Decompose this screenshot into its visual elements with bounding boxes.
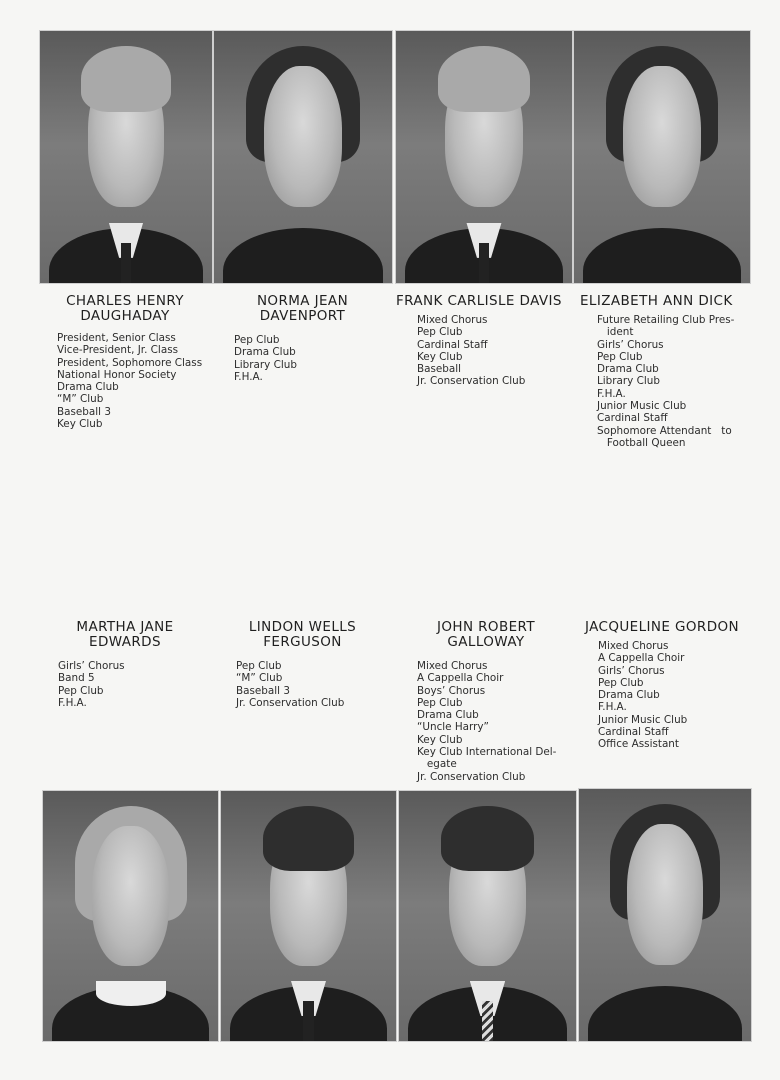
activity: “Uncle Harry” (417, 721, 489, 734)
activity: Mixed Chorus (417, 660, 488, 672)
student-bio-8 (580, 620, 752, 751)
activity: Junior Music Club (598, 713, 688, 726)
activity: Baseball 3 (57, 405, 111, 418)
activity: Girls’ Chorus (597, 338, 664, 351)
activities-list (57, 332, 210, 430)
portrait-lindon-wells-ferguson (220, 790, 397, 1042)
student-bio-4 (580, 294, 752, 449)
activities-list (597, 314, 752, 449)
activity: Key Club (417, 733, 463, 746)
hair (263, 806, 354, 871)
activity: F.H.A. (58, 696, 87, 709)
activity: Mixed Chorus (417, 314, 488, 326)
activity: Cardinal Staff (597, 412, 668, 425)
activity: Baseball (417, 363, 462, 376)
hair (441, 806, 533, 871)
activity: F.H.A. (234, 370, 263, 383)
activity: Football Queen (597, 436, 686, 449)
activities-list (417, 314, 576, 388)
portrait-frank-carlisle-davis (395, 30, 573, 284)
activity: Cardinal Staff (417, 338, 488, 351)
activity: Jr. Conservation Club (417, 375, 526, 388)
activity: Pep Club (234, 334, 280, 346)
necktie (121, 243, 131, 283)
name-line: FRANK CARLISLE DAVIS (396, 293, 562, 309)
activity: President, Sophomore Class (57, 356, 203, 369)
striped-necktie (482, 1001, 493, 1041)
name-line: LINDON WELLS (248, 619, 357, 635)
activity: Junior Music Club (597, 400, 687, 413)
peter-pan-collar (96, 981, 166, 1006)
activity: Baseball 3 (236, 684, 290, 697)
activity: Library Club (234, 358, 297, 371)
activities-list (236, 660, 390, 709)
student-bio-3 (396, 294, 576, 388)
name-line: ELIZABETH ANN DICK (580, 293, 733, 309)
activity: Office Assistant (598, 738, 679, 751)
activity: Cardinal Staff (598, 726, 669, 739)
activity: “M” Club (236, 672, 283, 685)
activity: Vice-President, Jr. Class (57, 344, 179, 357)
face (623, 66, 700, 207)
sweater (588, 986, 743, 1042)
portrait-john-robert-galloway (398, 790, 577, 1042)
name-line: GALLOWAY (447, 634, 525, 650)
activity: National Honor Society (57, 368, 177, 381)
student-bio-5 (40, 620, 210, 709)
activity: Pep Club (417, 326, 463, 339)
activity: A Cappella Choir (417, 672, 504, 685)
name-line: FERGUSON (263, 634, 342, 650)
name-line: CHARLES HENRY (66, 293, 184, 309)
activity: egate (417, 758, 457, 771)
student-bio-6 (215, 620, 390, 709)
activity: Key Club International Del- (417, 746, 557, 759)
portrait-norma-jean-davenport (213, 30, 393, 284)
activity: Jr. Conservation Club (236, 696, 345, 709)
activity: Drama Club (57, 381, 119, 394)
student-bio-2 (215, 294, 390, 383)
activity: Pep Club (236, 660, 282, 672)
activity: Key Club (57, 418, 103, 431)
activity: Key Club (417, 350, 463, 363)
activity: Jr. Conservation Club (417, 770, 526, 783)
student-name (585, 620, 752, 635)
name-line: MARTHA JANE (76, 619, 174, 635)
activity: Mixed Chorus (598, 640, 669, 652)
activity: Library Club (597, 375, 660, 388)
activity: Pep Club (597, 350, 643, 363)
activity: Boys’ Chorus (417, 684, 486, 697)
activity: Sophomore Attendant to (597, 424, 732, 437)
sweater (583, 228, 741, 284)
face (627, 824, 703, 965)
activities-list (598, 640, 752, 751)
activity: “M” Club (57, 393, 104, 406)
student-name (396, 620, 576, 650)
student-bio-7 (396, 620, 576, 783)
activity: F.H.A. (597, 387, 626, 400)
activity: Future Retailing Club Pres- (597, 314, 735, 326)
portrait-elizabeth-ann-dick (573, 30, 751, 284)
name-line: DAVENPORT (259, 308, 346, 324)
name-line: JOHN ROBERT (437, 619, 535, 635)
activities-list (58, 660, 210, 709)
activity: Band 5 (58, 672, 95, 685)
name-line: JACQUELINE GORDON (585, 619, 740, 635)
name-line: DAUGHADAY (80, 308, 170, 324)
student-name (40, 294, 210, 324)
face (92, 826, 169, 966)
activities-list (234, 334, 390, 383)
necktie (303, 1001, 314, 1041)
activities-list (417, 660, 576, 783)
student-name (215, 294, 390, 324)
student-name (396, 294, 576, 309)
activity: F.H.A. (598, 701, 627, 714)
student-name (580, 294, 752, 309)
activity: Girls’ Chorus (58, 660, 125, 672)
activity: Drama Club (234, 346, 296, 359)
student-bio-1 (40, 294, 210, 430)
student-name (40, 620, 210, 650)
sweater (223, 228, 383, 284)
name-line: NORMA JEAN (256, 293, 349, 309)
activity: Drama Club (417, 709, 479, 722)
activity: Pep Club (598, 676, 644, 689)
activity: A Cappella Choir (598, 652, 685, 665)
portrait-jacqueline-gordon (578, 788, 752, 1042)
activity: Drama Club (597, 363, 659, 376)
hair (438, 46, 530, 112)
activity: President, Senior Class (57, 332, 176, 344)
face (264, 66, 342, 207)
portrait-charles-henry-daughaday (39, 30, 213, 284)
activity: ident (597, 326, 634, 339)
activity: Pep Club (417, 696, 463, 709)
activity: Girls’ Chorus (598, 664, 665, 677)
name-line: EDWARDS (89, 634, 161, 650)
activity: Drama Club (598, 689, 660, 702)
student-name (215, 620, 390, 650)
hair (81, 46, 170, 112)
necktie (479, 243, 490, 283)
portrait-martha-jane-edwards (42, 790, 219, 1042)
activity: Pep Club (58, 684, 104, 697)
